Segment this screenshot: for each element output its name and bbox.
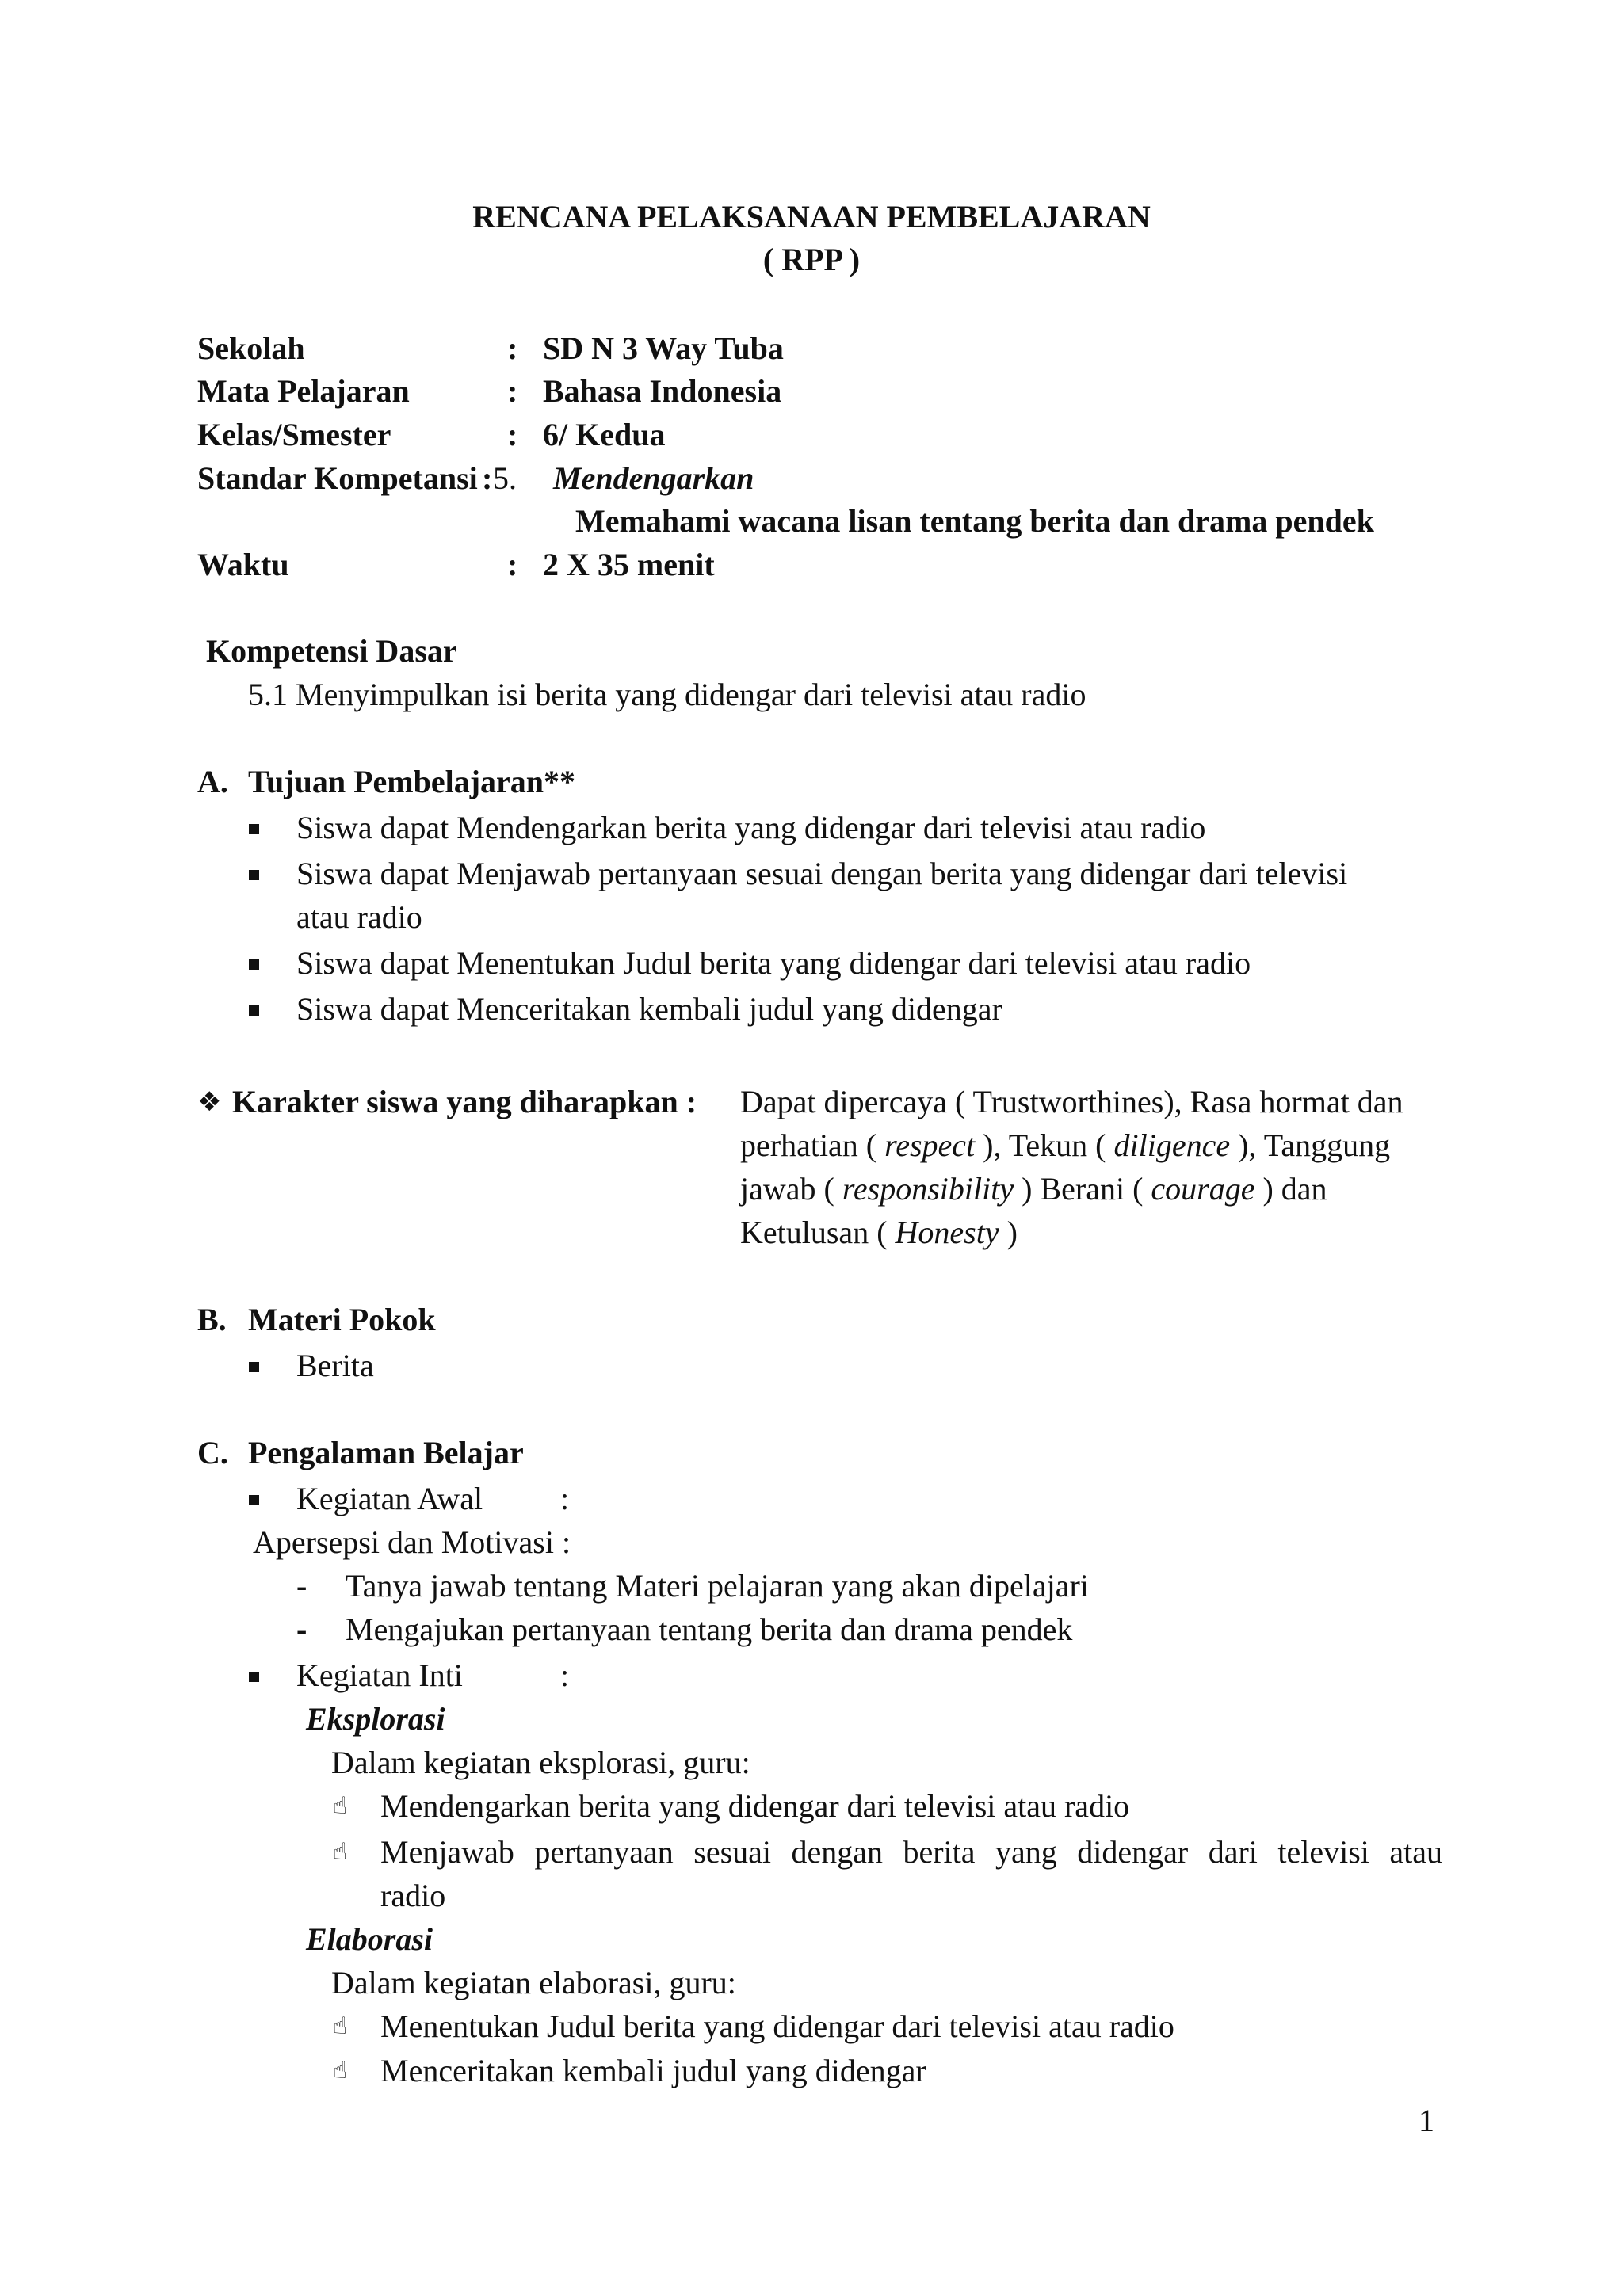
square-bullet-icon xyxy=(249,1005,259,1016)
material-heading: Materi Pokok xyxy=(248,1302,436,1337)
colon: : xyxy=(507,330,518,366)
school-value: SD N 3 Way Tuba xyxy=(543,330,784,366)
character-label: Karakter siswa yang diharapkan : xyxy=(232,1084,697,1119)
list-item: Mendengarkan berita yang didengar dari televisi atau radio xyxy=(380,1788,1130,1824)
list-item: Menceritakan kembali judul yang didengar xyxy=(380,2053,926,2088)
list-item-continuation: atau radio xyxy=(296,899,422,935)
list-item: Mengajukan pertanyaan tentang berita dan drama pendek xyxy=(346,1611,1073,1647)
class-label: Kelas/Smester xyxy=(197,417,391,452)
time-label: Waktu xyxy=(197,547,289,582)
basic-competence-heading: Kompetensi Dasar xyxy=(206,633,457,669)
exploration-heading: Eksplorasi xyxy=(306,1701,445,1737)
standard-number: 5. xyxy=(493,460,517,496)
time-value: 2 X 35 menit xyxy=(543,547,715,582)
opening-activity-label: Kegiatan Awal xyxy=(296,1481,483,1516)
colon: : xyxy=(560,1481,570,1516)
hand-pointer-icon: ☝ xyxy=(333,2057,348,2084)
square-bullet-icon xyxy=(249,870,259,880)
hand-pointer-icon: ☝ xyxy=(333,1838,348,1866)
square-bullet-icon xyxy=(249,1672,259,1682)
list-item: Menjawab pertanyaan sesuai dengan berita yang didengar dari televisi atau xyxy=(380,1834,1442,1870)
colon: : xyxy=(482,460,493,496)
section-letter: A. xyxy=(197,764,228,799)
list-item: Siswa dapat Menjawab pertanyaan sesuai dengan berita yang didengar dari televisi xyxy=(296,856,1348,891)
list-item: Siswa dapat Menceritakan kembali judul yang didengar xyxy=(296,991,1002,1027)
core-activity-label: Kegiatan Inti xyxy=(296,1657,463,1693)
hand-pointer-icon: ☝ xyxy=(333,1792,348,1820)
standard-value: Mendengarkan xyxy=(553,460,754,496)
elaboration-heading: Elaborasi xyxy=(306,1921,433,1957)
list-item: Siswa dapat Menentukan Judul berita yang didengar dari televisi atau radio xyxy=(296,945,1251,981)
page-subtitle: ( RPP ) xyxy=(762,242,861,277)
list-item-continuation: radio xyxy=(380,1878,446,1913)
list-item: Tanya jawab tentang Materi pelajaran yang akan dipelajari xyxy=(346,1568,1089,1604)
experience-heading: Pengalaman Belajar xyxy=(248,1435,524,1470)
class-value: 6/ Kedua xyxy=(543,417,666,452)
subject-label: Mata Pelajaran xyxy=(197,373,410,409)
exploration-intro: Dalam kegiatan eksplorasi, guru: xyxy=(331,1745,750,1780)
diamond-bullet-icon: ❖ xyxy=(197,1086,222,1118)
standard-label: Standar Kompetansi xyxy=(197,460,478,496)
section-letter: C. xyxy=(197,1435,228,1470)
school-label: Sekolah xyxy=(197,330,305,366)
elaboration-intro: Dalam kegiatan elaborasi, guru: xyxy=(331,1965,736,2000)
square-bullet-icon xyxy=(249,824,259,834)
character-line: Ketulusan ( Honesty ) xyxy=(740,1215,1018,1250)
page-number: 1 xyxy=(1419,2103,1434,2138)
subject-value: Bahasa Indonesia xyxy=(543,373,782,409)
square-bullet-icon xyxy=(249,1495,259,1505)
dash-bullet-icon: - xyxy=(296,1568,307,1604)
colon: : xyxy=(507,547,518,582)
list-item: Menentukan Judul berita yang didengar dari televisi atau radio xyxy=(380,2008,1174,2044)
hand-pointer-icon: ☝ xyxy=(333,2012,348,2040)
page-title: RENCANA PELAKSANAAN PEMBELAJARAN xyxy=(472,199,1151,235)
objectives-heading: Tujuan Pembelajaran** xyxy=(248,764,576,799)
colon: : xyxy=(560,1657,570,1693)
character-line: perhatian ( respect ), Tekun ( diligence ), Tanggung xyxy=(740,1127,1391,1163)
square-bullet-icon xyxy=(249,1362,259,1372)
list-item: Siswa dapat Mendengarkan berita yang didengar dari televisi atau radio xyxy=(296,810,1206,845)
character-line: jawab ( responsibility ) Berani ( courage ) dan xyxy=(740,1171,1327,1207)
basic-competence-text: 5.1 Menyimpulkan isi berita yang didengar dari televisi atau radio xyxy=(248,677,1086,712)
standard-description: Memahami wacana lisan tentang berita dan drama pendek xyxy=(575,503,1374,539)
dash-bullet-icon: - xyxy=(296,1611,307,1647)
colon: : xyxy=(507,373,518,409)
section-letter: B. xyxy=(197,1302,227,1337)
square-bullet-icon xyxy=(249,959,259,970)
apersepsi-label: Apersepsi dan Motivasi : xyxy=(253,1524,571,1560)
list-item: Berita xyxy=(296,1348,374,1383)
character-line: Dapat dipercaya ( Trustworthines), Rasa hormat dan xyxy=(740,1084,1403,1119)
colon: : xyxy=(507,417,518,452)
